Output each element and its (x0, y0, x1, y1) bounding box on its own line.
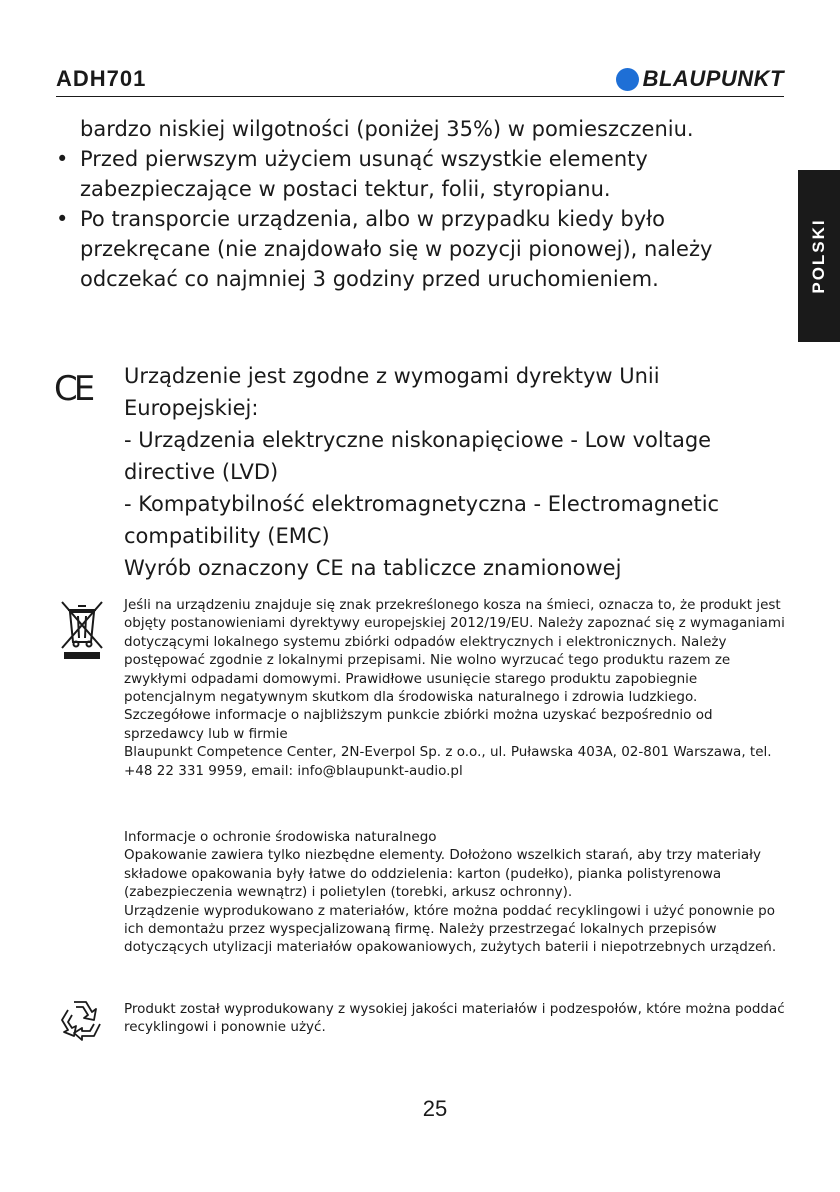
brand-name: BLAUPUNKT (642, 66, 784, 91)
environment-section (124, 828, 790, 957)
bullet-icon: • (56, 207, 69, 231)
brand-dot-icon (616, 68, 639, 91)
brand-logo (616, 66, 784, 92)
environment-paragraph: Urządzenie wyprodukowano z materiałów, które można poddać recyklingowi i użyć ponownie po ich demontażu przez wyspecjalizowaną firmę. Należy przestrzegać lokalnych przepisów dotyczących utylizacji materiałów opakowaniowych, zużytych baterii i niepotrzebnych urządzeń. (124, 902, 777, 956)
page-number: 25 (422, 1096, 448, 1121)
ce-line: - Kompatybilność elektromagnetyczna - Electromagnetic compatibility (EMC) (124, 492, 720, 548)
language-tab (798, 170, 840, 342)
intro-section (56, 114, 786, 294)
weee-paragraph: Szczegółowe informacje o najbliższym punkcie zbiórki można uzyskać bezpośrednio od sprzedawcy lub w firmie (124, 707, 713, 742)
page-header (56, 66, 784, 97)
intro-line (56, 114, 786, 144)
weee-paragraph: Jeśli na urządzeniu znajduje się znak przekreślonego kosza na śmieci, oznacza to, że produkt jest objęty postanowieniami dyrektywy europejskiej 2012/19/EU. Należy zapoznać się z wymaganiami dotyczącymi lokalnego systemu zbiórki odpadów elektrycznych i elektronicznych. Należy postępować zgodnie z lokalnymi przepisami. Nie wolno wyrzucać tego produktu razem ze zwykłymi odpadami domowymi. Prawidłowe usunięcie starego produktu zapobiegnie potencjalnym negatywnym skutkom dla środowiska naturalnego i zdrowia ludzkiego. (124, 597, 785, 706)
ce-line: Wyrób oznaczony CE na tabliczce znamionowej (124, 556, 622, 580)
recycle-section (124, 1000, 790, 1037)
model-name: ADH701 (56, 66, 147, 91)
ce-line: - Urządzenia elektryczne niskonapięciowe - Low voltage directive (LVD) (124, 428, 712, 484)
weee-section (124, 596, 790, 780)
environment-title: Informacje o ochronie środowiska naturalnego (124, 829, 437, 845)
bullet-text: Po transporcie urządzenia, albo w przypadku kiedy było przekręcane (nie znajdowało się w pozycji pionowej), należy odczekać co najmniej 3 godziny przed uruchomieniem. (80, 207, 713, 291)
weee-bin-icon (58, 598, 106, 662)
bullet-item (56, 144, 786, 204)
bullet-text: Przed pierwszym użyciem usunąć wszystkie elementy zabezpieczające w postaci tektur, folii, styropianu. (80, 147, 648, 201)
weee-paragraph: Blaupunkt Competence Center, 2N-Everpol Sp. z o.o., ul. Puławska 403A, 02-801 Warszawa, tel. +48 22 331 9959, email: info@blaupunkt-audio.pl (124, 744, 772, 779)
environment-paragraph: Opakowanie zawiera tylko niezbędne elementy. Dołożono wszelkich starań, aby trzy materiały składowe opakowania były łatwe do oddzielenia: karton (pudełko), pianka polistyrenowa (zabezpieczenia wewnątrz) i polietylen (torebki, arkusz ochronny). (124, 847, 761, 901)
recycle-paragraph: Produkt został wyprodukowany z wysokiej jakości materiałów i podzespołów, które można poddać recyklingowi i ponownie użyć. (124, 1001, 785, 1036)
ce-conformity-text (124, 360, 784, 584)
recycle-icon (56, 998, 104, 1042)
ce-mark-icon: CE (54, 369, 92, 409)
language-tab-label: POLSKI (809, 218, 828, 294)
intro-text: bardzo niskiej wilgotności (poniżej 35%) w pomieszczeniu. (80, 117, 694, 141)
bullet-icon: • (56, 147, 69, 171)
ce-line: Urządzenie jest zgodne z wymogami dyrektyw Unii Europejskiej: (124, 364, 660, 420)
bullet-item (56, 204, 786, 294)
